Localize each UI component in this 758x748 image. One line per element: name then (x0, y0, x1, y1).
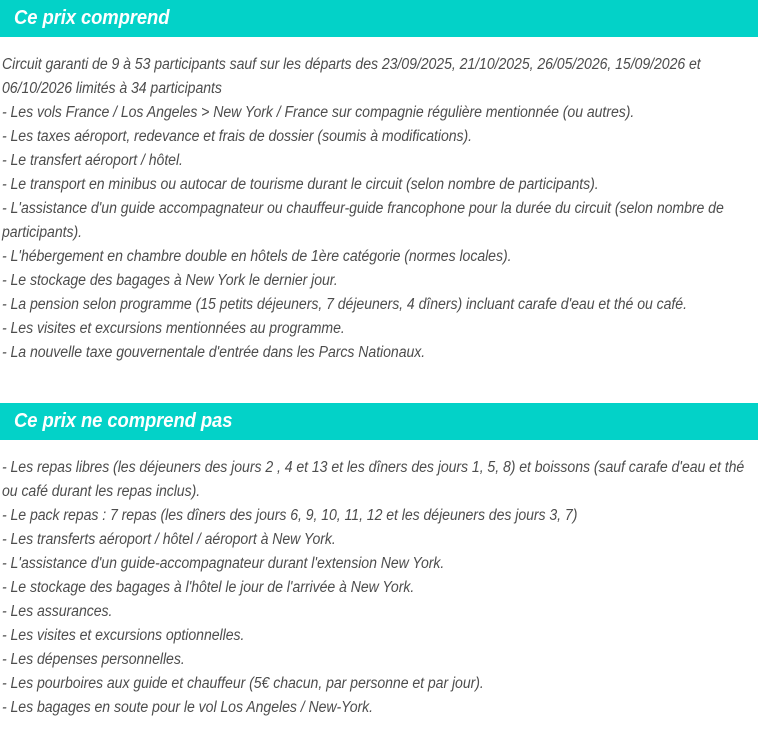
list-item: - L'assistance d'un guide-accompagnateur durant l'extension New York. (2, 555, 445, 572)
list-item: - Les visites et excursions mentionnées au programme. (2, 320, 345, 337)
list-item: - L'assistance d'un guide accompagnateur ou chauffeur-guide francophone pour la durée du circuit (selon nombre de participants). (2, 200, 724, 241)
list-item: - Le stockage des bagages à l'hôtel le jour de l'arrivée à New York. (2, 579, 415, 596)
list-item: - Le pack repas : 7 repas (les dîners des jours 6, 9, 10, 11, 12 et les déjeuners des jours 3, 7) (2, 507, 578, 524)
section-body-not-included (0, 456, 758, 720)
bullet-list-not-included (2, 456, 758, 720)
bullet-list-included (2, 101, 758, 365)
list-item: - La pension selon programme (15 petits déjeuners, 7 déjeuners, 4 dîners) incluant carafe d'eau et thé ou café. (2, 296, 687, 313)
list-item: - Les dépenses personnelles. (2, 651, 185, 668)
section-header-included (0, 0, 758, 37)
list-item: - La nouvelle taxe gouvernentale d'entrée dans les Parcs Nationaux. (2, 344, 426, 361)
section-title-included: Ce prix comprend (14, 6, 170, 30)
list-item: - Les visites et excursions optionnelles. (2, 627, 245, 644)
list-item: - Les taxes aéroport, redevance et frais de dossier (soumis à modifications). (2, 128, 473, 145)
list-item: - Les vols France / Los Angeles > New York / France sur compagnie régulière mentionnée (ou autres). (2, 104, 635, 121)
list-item: - Les assurances. (2, 603, 113, 620)
list-item: - Le transport en minibus ou autocar de tourisme durant le circuit (selon nombre de participants). (2, 176, 599, 193)
list-item: - Les transferts aéroport / hôtel / aéroport à New York. (2, 531, 336, 548)
list-item: - Les bagages en soute pour le vol Los Angeles / New-York. (2, 699, 374, 716)
section-gap (0, 365, 758, 403)
list-item: - Le stockage des bagages à New York le dernier jour. (2, 272, 338, 289)
section-not-included (0, 403, 758, 720)
spacer (0, 440, 758, 456)
intro-text-included: Circuit garanti de 9 à 53 participants sauf sur les départs des 23/09/2025, 21/10/2025, 26/05/2026, 15/09/2026 et 06/10/2026 limités à 34 participants (2, 56, 701, 97)
list-item: - Le transfert aéroport / hôtel. (2, 152, 183, 169)
list-item: - L'hébergement en chambre double en hôtels de 1ère catégorie (normes locales). (2, 248, 512, 265)
section-title-not-included: Ce prix ne comprend pas (14, 409, 233, 433)
list-item: - Les pourboires aux guide et chauffeur (5€ chacun, par personne et par jour). (2, 675, 484, 692)
list-item: - Les repas libres (les déjeuners des jours 2 , 4 et 13 et les dîners des jours 1, 5, 8) et boissons (sauf carafe d'eau et thé ou café durant les repas inclus). (2, 459, 745, 500)
spacer (0, 37, 758, 53)
section-header-not-included (0, 403, 758, 440)
section-body-included (0, 53, 758, 365)
section-included (0, 0, 758, 365)
